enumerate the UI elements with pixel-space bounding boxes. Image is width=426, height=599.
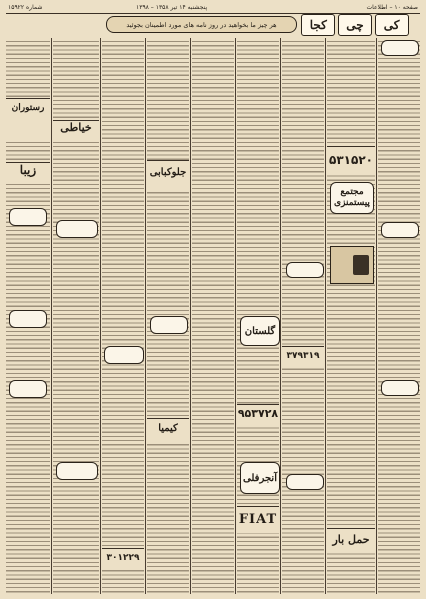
ad-phone	[237, 404, 279, 425]
page-label: صفحه ۱۰ – اطلاعات	[366, 4, 418, 11]
ad-headline	[53, 120, 99, 141]
column-rule	[100, 38, 101, 594]
ad-column-3	[102, 38, 144, 594]
title-word-1: کجا	[301, 14, 335, 36]
column-rule	[325, 38, 326, 594]
ad-headline	[147, 160, 189, 189]
phone-number: ۳۷۹۳۱۹	[286, 351, 320, 361]
section-title	[300, 14, 410, 36]
ad-box	[381, 380, 419, 396]
page-header	[6, 3, 420, 14]
ad-headline	[147, 418, 189, 441]
ad-illustration	[330, 246, 374, 284]
ad-phone	[102, 548, 144, 569]
ad-box	[381, 40, 419, 56]
ad-box	[56, 220, 98, 238]
ad-column-5	[192, 38, 234, 594]
ad-column-8	[327, 38, 375, 594]
headline-text: جلوکبابی	[149, 167, 187, 178]
illustration-icon	[353, 255, 369, 275]
ad-box	[286, 474, 324, 490]
ad-box	[104, 346, 144, 364]
ad-box-anjorfoli: آنجرفلی	[240, 462, 280, 494]
phone-number: ۳۰۱۲۲۹	[106, 553, 140, 563]
ad-column-7	[282, 38, 324, 594]
ad-box	[9, 310, 47, 328]
ad-box	[286, 262, 324, 278]
title-word-3: کی	[375, 14, 409, 36]
ad-column-9	[378, 38, 420, 594]
headline-text: خیاطی	[60, 121, 92, 134]
column-rule	[235, 38, 236, 594]
ad-phone	[327, 146, 375, 173]
date-line: پنجشنبه ۱۴ تیر ۱۳۵۸ – ۱۳۹۸	[136, 4, 208, 11]
ad-box	[150, 316, 188, 334]
headline-text: حمل بار	[332, 533, 370, 546]
headline-text: زیبا	[19, 163, 37, 177]
classifieds-banner: هر چیز ما بخواهید در روز نامه های مورد اطمینان بجوئید	[106, 16, 297, 33]
phone-number: ۵۳۱۵۲۰	[329, 153, 373, 167]
ad-box	[56, 462, 98, 480]
ad-box-golestan: گلستان	[240, 316, 280, 346]
ad-box	[381, 222, 419, 238]
phone-number: ۹۵۳۷۲۸	[237, 407, 279, 420]
ad-box	[9, 380, 47, 398]
column-rule	[145, 38, 146, 594]
title-word-2: چی	[338, 14, 372, 36]
ad-headline	[6, 98, 50, 141]
issue-number: شماره ۱۵۹۲۲	[8, 4, 43, 11]
column-rule	[51, 38, 52, 594]
ad-headline	[327, 528, 375, 551]
ad-headline	[6, 162, 50, 181]
ad-phone	[282, 346, 324, 367]
fiat-logo: FIAT	[238, 512, 278, 527]
column-rule	[280, 38, 281, 594]
column-rule	[376, 38, 377, 594]
ad-box	[9, 208, 47, 226]
headline-text: کیمیا	[158, 423, 178, 434]
headline-text: رستوران	[11, 103, 45, 113]
column-rule	[190, 38, 191, 594]
ad-box-complex: مجتمع پیستمنزی	[330, 182, 374, 214]
brand-logo	[237, 506, 279, 533]
